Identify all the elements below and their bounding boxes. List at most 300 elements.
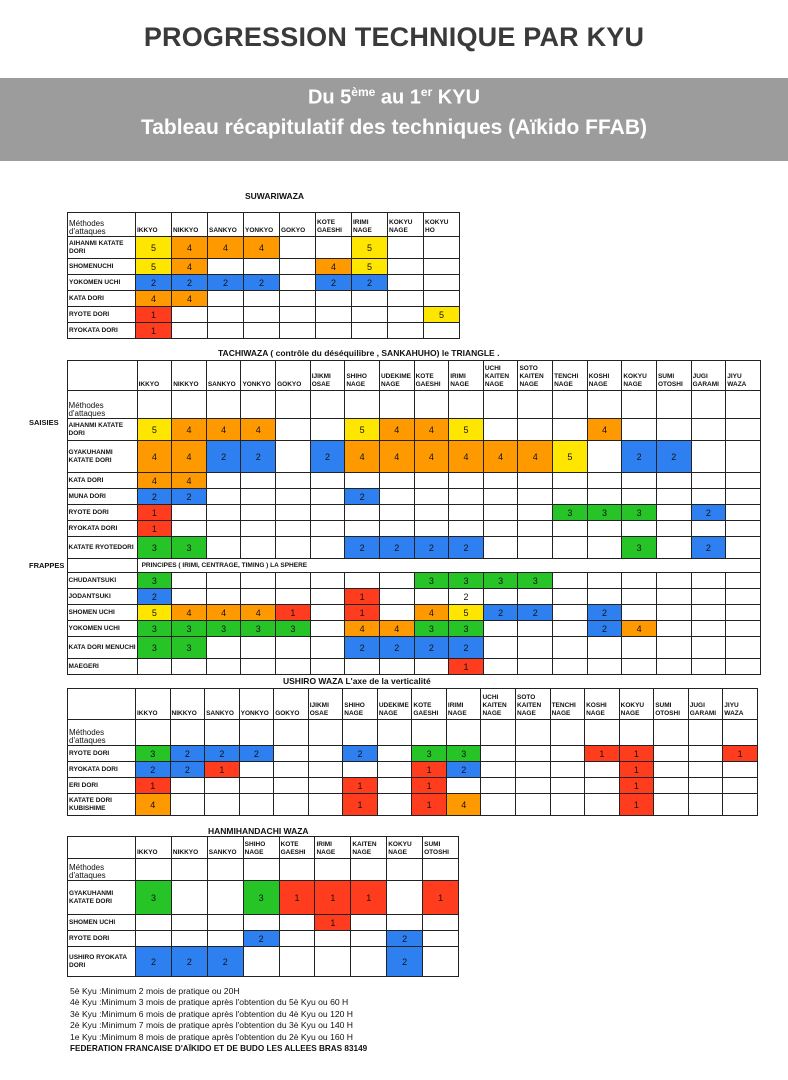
grade-cell: 3 [449, 573, 484, 589]
grade-cell [172, 521, 207, 537]
grade-cell [585, 762, 620, 778]
empty-cell [170, 720, 205, 746]
grade-cell: 2 [243, 931, 279, 947]
column-header: IKKYO [137, 361, 172, 391]
grade-cell [518, 659, 553, 675]
grade-cell: 3 [241, 621, 276, 637]
grade-cell [726, 605, 761, 621]
column-header: NIKKYO [172, 361, 207, 391]
grade-cell [308, 794, 343, 816]
grade-cell: 2 [310, 441, 345, 473]
grade-cell: 2 [449, 589, 484, 605]
grade-cell [310, 537, 345, 559]
grade-cell [276, 489, 311, 505]
column-header: SUMI OTOSHI [656, 361, 691, 391]
grade-cell: 4 [587, 419, 622, 441]
empty-cell [345, 391, 380, 419]
grade-cell [481, 746, 516, 762]
grade-cell [172, 573, 207, 589]
page-title: PROGRESSION TECHNIQUE PAR KYU [143, 22, 645, 52]
grade-cell: 2 [172, 275, 208, 291]
grade-cell [726, 537, 761, 559]
methods-label: Méthodes d'attaques [67, 391, 137, 419]
grade-cell [423, 931, 459, 947]
ushiro-waza-title: USHIRO WAZA L'axe de la verticalité [283, 676, 431, 686]
grade-cell [206, 659, 241, 675]
grade-cell: 3 [553, 505, 588, 521]
grade-cell: 2 [449, 537, 484, 559]
grade-cell [387, 915, 423, 931]
grade-cell: 2 [691, 505, 726, 521]
empty-cell [688, 720, 723, 746]
grade-cell [244, 291, 280, 307]
attack-label: KATA DORI [67, 473, 137, 489]
grade-cell: 3 [518, 573, 553, 589]
grade-cell [279, 931, 315, 947]
grade-cell [377, 762, 412, 778]
grade-cell: 2 [656, 441, 691, 473]
grade-cell [483, 419, 518, 441]
grade-cell: 1 [136, 323, 172, 339]
grade-cell [244, 259, 280, 275]
column-header: IRIMI NAGE [446, 689, 481, 720]
grade-cell: 4 [206, 419, 241, 441]
grade-cell: 5 [424, 307, 460, 323]
grade-cell [691, 605, 726, 621]
grade-cell: 3 [137, 573, 172, 589]
grade-cell [424, 259, 460, 275]
table-row [28, 505, 761, 521]
grade-cell [170, 794, 205, 816]
empty-cell [379, 391, 414, 419]
attack-label: KATA DORI MENUCHI [67, 637, 137, 659]
grade-cell [388, 323, 424, 339]
attack-label: AIHANMI KATATE DORI [67, 419, 137, 441]
grade-cell [691, 573, 726, 589]
grade-cell [308, 762, 343, 778]
empty-cell [587, 391, 622, 419]
grade-cell [206, 489, 241, 505]
grade-cell: 2 [208, 275, 244, 291]
column-header: KOTE GAESHI [316, 213, 352, 237]
table-row [68, 915, 459, 931]
grade-cell [241, 573, 276, 589]
empty-cell [172, 391, 207, 419]
empty-cell [276, 391, 311, 419]
attack-label: GYAKUHANMI KATATE DORI [68, 881, 136, 915]
grade-cell: 2 [345, 537, 380, 559]
grade-cell: 1 [449, 659, 484, 675]
grade-cell [276, 505, 311, 521]
section-spacer [28, 637, 67, 659]
grade-cell: 2 [345, 637, 380, 659]
grade-cell [310, 605, 345, 621]
grade-cell [310, 521, 345, 537]
summary-subtitle: Tableau récapitulatif des techniques (Aïkido FFAB) [140, 115, 648, 139]
grade-cell [379, 659, 414, 675]
column-header: SANKYO [208, 213, 244, 237]
grade-cell [691, 489, 726, 505]
grade-cell [518, 473, 553, 489]
column-header: IRIMI NAGE [449, 361, 484, 391]
grade-cell [622, 473, 657, 489]
grade-cell [553, 521, 588, 537]
hanmihandachi-waza-table [67, 836, 459, 977]
table-row [68, 307, 460, 323]
grade-cell: 2 [207, 947, 243, 977]
column-header: IRIMI NAGE [352, 213, 388, 237]
grade-cell [136, 931, 172, 947]
grade-cell [726, 659, 761, 675]
grade-cell [243, 947, 279, 977]
section-spacer [28, 573, 67, 589]
grade-cell [449, 521, 484, 537]
grade-cell [241, 521, 276, 537]
grade-cell [518, 621, 553, 637]
ushiro-waza-table [67, 688, 758, 816]
empty-cell [377, 720, 412, 746]
grade-cell [351, 931, 387, 947]
section-spacer [28, 391, 67, 419]
column-header: KOKYU NAGE [388, 213, 424, 237]
grade-cell [423, 915, 459, 931]
tachiwaza-table [28, 360, 761, 675]
grade-cell [280, 275, 316, 291]
table-row [28, 419, 761, 441]
column-header: GOKYO [280, 213, 316, 237]
grade-cell [654, 778, 689, 794]
grade-cell [207, 931, 243, 947]
table-row [68, 947, 459, 977]
attack-label: RYOTE DORI [67, 505, 137, 521]
grade-cell: 1 [343, 794, 378, 816]
grade-cell [587, 637, 622, 659]
grade-cell: 1 [619, 778, 654, 794]
grade-cell [550, 778, 585, 794]
empty-cell [483, 391, 518, 419]
grade-cell [723, 794, 758, 816]
column-header: KOKYU NAGE [619, 689, 654, 720]
column-header: SANKYO [207, 837, 243, 859]
grade-cell [516, 762, 551, 778]
empty-cell [387, 859, 423, 881]
grade-cell: 1 [279, 881, 315, 915]
attack-label: RYOTE DORI [68, 931, 136, 947]
grade-cell: 4 [449, 441, 484, 473]
column-header: IKKYO [136, 837, 172, 859]
grade-cell [516, 746, 551, 762]
grade-cell: 2 [170, 746, 205, 762]
grade-cell [206, 473, 241, 489]
empty-cell [518, 391, 553, 419]
empty-cell [446, 720, 481, 746]
grade-cell [239, 794, 274, 816]
grade-cell [481, 794, 516, 816]
grade-cell: 4 [518, 441, 553, 473]
grade-cell [171, 881, 207, 915]
column-header: UCHI KAITEN NAGE [483, 361, 518, 391]
grade-cell [518, 419, 553, 441]
grade-cell [414, 473, 449, 489]
grade-cell: 3 [137, 537, 172, 559]
grade-cell [310, 659, 345, 675]
grade-cell [622, 637, 657, 659]
grade-cell: 5 [449, 419, 484, 441]
column-header: UDEKIME NAGE [379, 361, 414, 391]
attack-label: RYOKATA DORI [67, 521, 137, 537]
grade-cell [379, 605, 414, 621]
methods-label: Méthodes d'attaques [68, 720, 136, 746]
attack-label: RYOTE DORI [68, 746, 136, 762]
column-header: GOKYO [276, 361, 311, 391]
grade-cell [276, 473, 311, 489]
grade-cell [137, 659, 172, 675]
grade-cell [345, 659, 380, 675]
grade-cell [622, 589, 657, 605]
federation-footer: FEDERATION FRANCAISE D'AÏKIDO ET DE BUDO LES ALLEES BRAS 83149 [70, 1044, 368, 1054]
grade-cell [387, 881, 423, 915]
grade-cell [516, 794, 551, 816]
grade-cell [424, 323, 460, 339]
grade-cell: 5 [449, 605, 484, 621]
grade-cell: 4 [172, 291, 208, 307]
hanmihandachi-waza-title: HANMIHANDACHI WAZA [208, 826, 309, 836]
grade-cell [208, 259, 244, 275]
grade-cell [345, 473, 380, 489]
grade-cell: 2 [316, 275, 352, 291]
empty-cell [449, 391, 484, 419]
grade-cell [518, 489, 553, 505]
grade-cell [553, 637, 588, 659]
grade-cell [481, 762, 516, 778]
grade-cell [656, 473, 691, 489]
grade-cell [241, 537, 276, 559]
empty-cell [274, 720, 309, 746]
grade-cell [622, 605, 657, 621]
grade-cell [310, 621, 345, 637]
column-header: KOSHI NAGE [587, 361, 622, 391]
grade-cell [315, 947, 351, 977]
attack-label: RYOKATA DORI [68, 323, 136, 339]
section-spacer [28, 605, 67, 621]
grade-cell [622, 521, 657, 537]
empty-cell [654, 720, 689, 746]
empty-cell [308, 720, 343, 746]
grade-cell [726, 473, 761, 489]
empty-cell [239, 720, 274, 746]
table-row [28, 589, 761, 605]
grade-cell [310, 473, 345, 489]
grade-cell [688, 778, 723, 794]
grade-cell: 2 [379, 537, 414, 559]
grade-cell [315, 931, 351, 947]
grade-cell [656, 573, 691, 589]
column-header: NIKKYO [170, 689, 205, 720]
grade-cell [206, 589, 241, 605]
empty-cell [691, 391, 726, 419]
attack-label: GYAKUHANMI KATATE DORI [67, 441, 137, 473]
empty-cell [67, 559, 137, 573]
grade-cell [241, 505, 276, 521]
attack-label: SHOMENUCHI [68, 259, 136, 275]
empty-cell [136, 720, 171, 746]
blank-header [68, 689, 136, 720]
grade-cell [243, 915, 279, 931]
grade-cell [343, 762, 378, 778]
grade-cell [276, 537, 311, 559]
grade-cell [587, 521, 622, 537]
grade-cell: 1 [412, 794, 447, 816]
empty-cell [423, 859, 459, 881]
grade-cell [310, 419, 345, 441]
kyu-range-title: Du 5ème au 1er KYU [307, 85, 481, 109]
grade-cell: 4 [379, 441, 414, 473]
frappes-section-label: FRAPPES [29, 560, 65, 570]
suwariwaza-table [67, 212, 460, 339]
grade-cell: 2 [414, 537, 449, 559]
grade-cell: 4 [208, 237, 244, 259]
empty-cell [206, 391, 241, 419]
grade-cell [379, 521, 414, 537]
grade-cell [553, 589, 588, 605]
table-row [68, 746, 758, 762]
grade-cell [207, 881, 243, 915]
grade-cell: 2 [136, 762, 171, 778]
grade-cell [414, 505, 449, 521]
grade-cell [379, 473, 414, 489]
table-row [68, 259, 460, 275]
attack-label: KATATE DORI KUBISHIME [68, 794, 136, 816]
grade-cell: 1 [315, 915, 351, 931]
note-4kyu: 4è Kyu :Minimum 3 mois de pratique après l'obtention du 5è Kyu ou 60 H [70, 997, 349, 1008]
attack-label: CHUDANTSUKI [67, 573, 137, 589]
header-banner [0, 78, 788, 161]
grade-cell [310, 637, 345, 659]
grade-cell [553, 621, 588, 637]
grade-cell [377, 778, 412, 794]
section-spacer [28, 441, 67, 473]
column-header: JIYU WAZA [723, 689, 758, 720]
column-header: YONKYO [244, 213, 280, 237]
suwariwaza-title: SUWARIWAZA [245, 191, 305, 201]
grade-cell: 2 [172, 489, 207, 505]
grade-cell: 2 [343, 746, 378, 762]
grade-cell: 2 [136, 275, 172, 291]
grade-cell [208, 291, 244, 307]
grade-cell [310, 589, 345, 605]
table-row [28, 659, 761, 675]
column-header: KOTE GAESHI [414, 361, 449, 391]
table-row [28, 489, 761, 505]
grade-cell [414, 659, 449, 675]
grade-cell [388, 291, 424, 307]
table-row [68, 931, 459, 947]
grade-cell: 2 [244, 275, 280, 291]
column-header: IRIMI NAGE [315, 837, 351, 859]
attack-label: SHOMEN UCHI [68, 915, 136, 931]
empty-cell [481, 720, 516, 746]
grade-cell [241, 489, 276, 505]
grade-cell: 1 [345, 589, 380, 605]
grade-cell [276, 659, 311, 675]
grade-cell [136, 915, 172, 931]
grade-cell [483, 537, 518, 559]
grade-cell: 3 [136, 881, 172, 915]
grade-cell [587, 537, 622, 559]
grade-cell: 4 [172, 473, 207, 489]
grade-cell [276, 521, 311, 537]
grade-cell [518, 637, 553, 659]
empty-cell [279, 859, 315, 881]
grade-cell: 2 [587, 605, 622, 621]
grade-cell [424, 291, 460, 307]
grade-cell [691, 589, 726, 605]
grade-cell: 5 [137, 605, 172, 621]
grade-cell: 2 [137, 489, 172, 505]
column-header: SUMI OTOSHI [654, 689, 689, 720]
grade-cell: 3 [483, 573, 518, 589]
attack-label: YOKOMEN UCHI [67, 621, 137, 637]
grade-cell [280, 259, 316, 275]
grade-cell [483, 489, 518, 505]
grade-cell [688, 746, 723, 762]
grade-cell [274, 762, 309, 778]
grade-cell [726, 489, 761, 505]
grade-cell [274, 746, 309, 762]
grade-cell [553, 605, 588, 621]
grade-cell: 1 [205, 762, 240, 778]
grade-cell: 1 [137, 505, 172, 521]
grade-cell [206, 537, 241, 559]
column-header: KOKYU HO [424, 213, 460, 237]
table-row [68, 778, 758, 794]
principles-note: PRINCIPES ( IRIMI, CENTRAGE, TIMING ) LA SPHERE [137, 559, 760, 573]
empty-cell [619, 720, 654, 746]
grade-cell: 5 [136, 259, 172, 275]
empty-cell [310, 391, 345, 419]
empty-cell [412, 720, 447, 746]
blank-header [68, 837, 136, 859]
grade-cell [726, 621, 761, 637]
grade-cell [310, 505, 345, 521]
grade-cell [345, 505, 380, 521]
grade-cell [449, 473, 484, 489]
grade-cell: 4 [414, 441, 449, 473]
grade-cell [553, 573, 588, 589]
attack-label: ERI DORI [68, 778, 136, 794]
grade-cell: 3 [172, 537, 207, 559]
grade-cell [654, 746, 689, 762]
methods-row [68, 720, 758, 746]
column-header: IJIKMI OSAE [310, 361, 345, 391]
grade-cell: 1 [343, 778, 378, 794]
table-row [68, 881, 459, 915]
grade-cell [171, 931, 207, 947]
grade-cell [550, 794, 585, 816]
grade-cell: 2 [446, 762, 481, 778]
grade-cell [656, 505, 691, 521]
grade-cell: 2 [518, 605, 553, 621]
grade-cell: 5 [136, 237, 172, 259]
grade-cell [622, 419, 657, 441]
grade-cell [654, 794, 689, 816]
grade-cell [550, 762, 585, 778]
grade-cell [206, 521, 241, 537]
grade-cell [414, 489, 449, 505]
table-row [28, 637, 761, 659]
grade-cell [656, 605, 691, 621]
grade-cell: 3 [414, 621, 449, 637]
